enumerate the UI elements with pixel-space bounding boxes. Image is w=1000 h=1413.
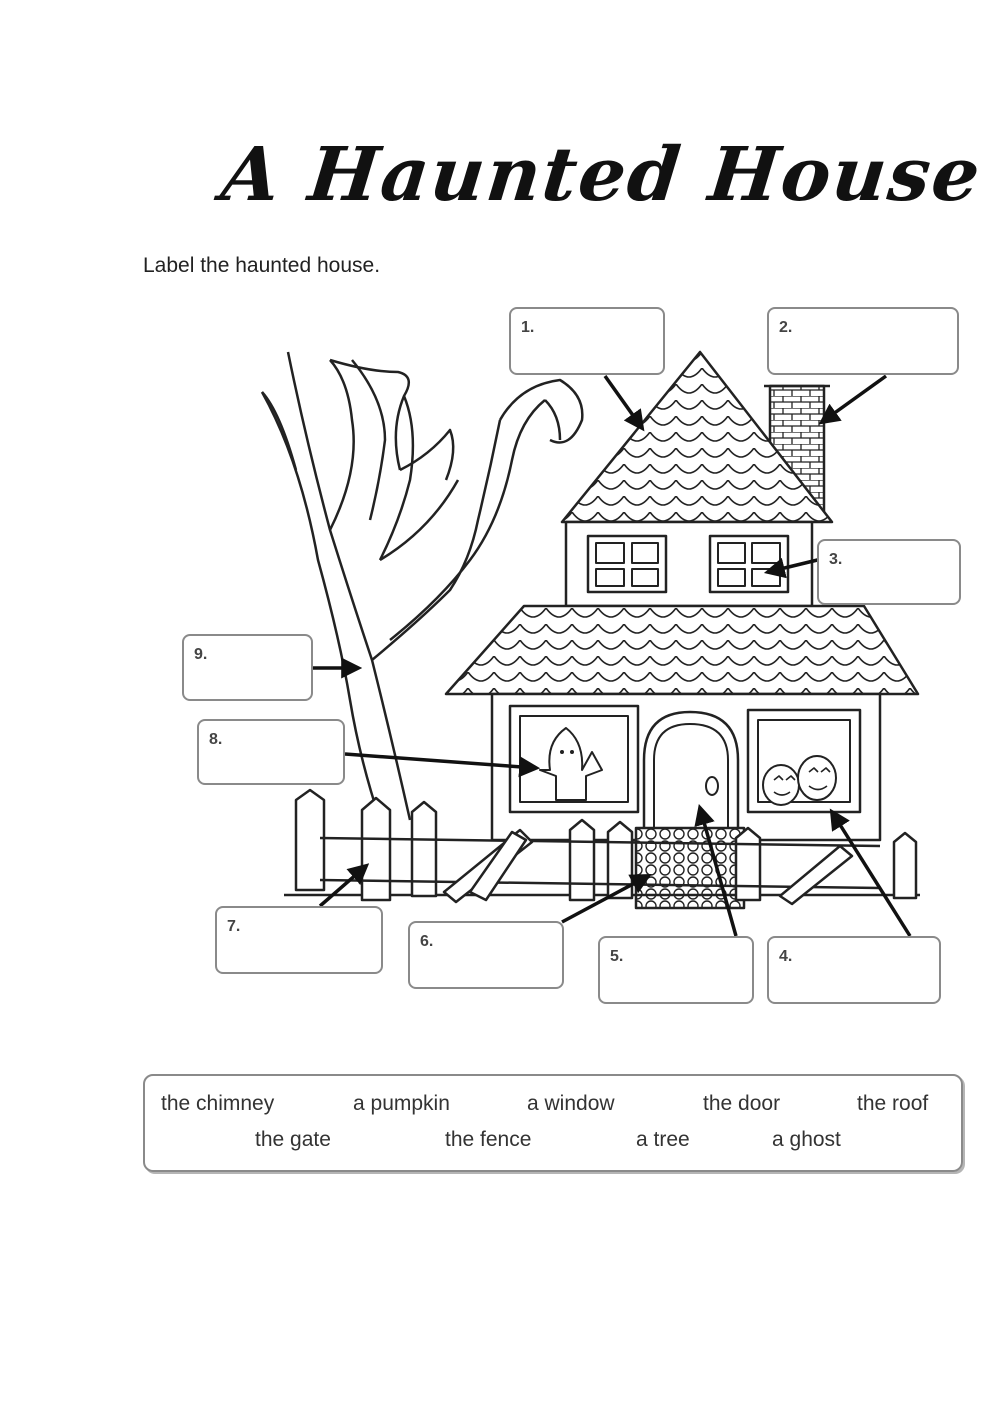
word-bank-item: a pumpkin <box>353 1092 450 1115</box>
word-bank <box>143 1074 963 1172</box>
word-bank-item: a tree <box>636 1128 690 1151</box>
word-bank-item: the roof <box>857 1092 929 1115</box>
word-bank-item: the door <box>703 1092 781 1115</box>
label-box-3[interactable] <box>817 539 961 605</box>
label-number: 6. <box>420 933 434 950</box>
label-number: 9. <box>194 646 208 663</box>
label-number: 3. <box>829 551 843 568</box>
word-bank-item: the fence <box>445 1128 532 1151</box>
word-bank-item: a window <box>527 1092 615 1115</box>
house-drawing <box>446 352 918 908</box>
label-box-4[interactable] <box>767 936 941 1004</box>
label-number: 2. <box>779 319 793 336</box>
label-box-9[interactable] <box>182 634 313 701</box>
instruction-text: Label the haunted house. <box>143 254 381 277</box>
label-box-8[interactable] <box>197 719 345 785</box>
label-number: 4. <box>779 948 793 965</box>
word-bank-item: the chimney <box>161 1092 275 1115</box>
word-bank-item: a ghost <box>772 1128 841 1151</box>
label-box-5[interactable] <box>598 936 754 1004</box>
label-box-7[interactable] <box>215 906 383 974</box>
label-box-1[interactable] <box>509 307 665 375</box>
label-number: 5. <box>610 948 624 965</box>
label-box-6[interactable] <box>408 921 564 989</box>
label-number: 8. <box>209 731 223 748</box>
label-box-2[interactable] <box>767 307 959 375</box>
label-number: 1. <box>521 319 535 336</box>
word-bank-item: the gate <box>255 1128 331 1151</box>
worksheet-title: A Haunted House <box>217 132 986 218</box>
label-number: 7. <box>227 918 241 935</box>
